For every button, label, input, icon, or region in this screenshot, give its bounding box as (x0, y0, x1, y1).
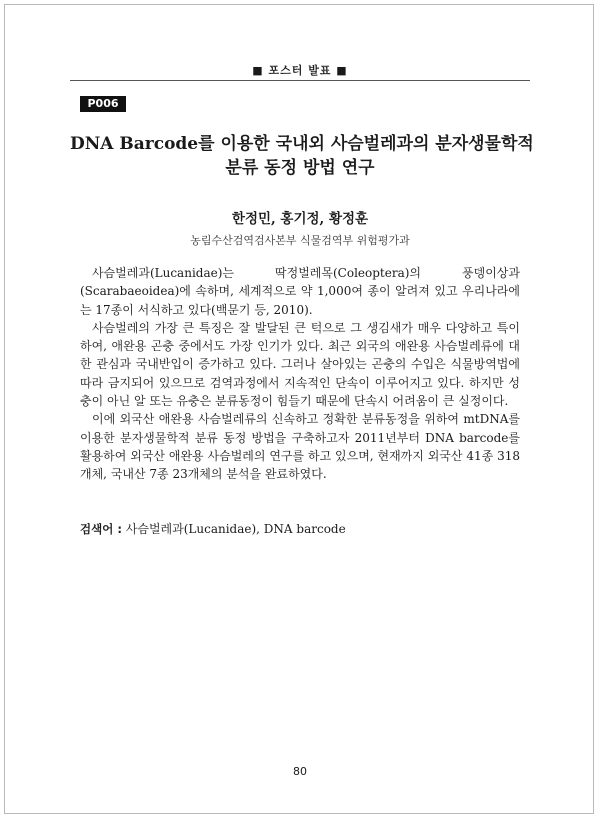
affiliation: 농림수산검역검사본부 식물검역부 위험평가과 (190, 234, 410, 247)
abstract-paragraph-3: 이에 외국산 애완용 사슴벌레류의 신속하고 정확한 분류동정을 위하여 mtDNA를 이용한 분자생물학적 분류 동정 방법을 구축하고자 2011년부터 DNA barcode를 활용하여 외국산 애완용 사슴벌레의 연구를 하고 있으며, 현재까지 외국산 41종 318개체, 국내산 7종 23개체의 분석을 완료하였다. (80, 412, 520, 482)
page-number: 80 (293, 765, 307, 778)
abstract-body (80, 264, 520, 484)
author-list: 한정민, 홍기정, 황정훈 (231, 211, 369, 227)
paper-title (70, 132, 534, 180)
abstract-paragraph-1: 사슴벌레과(Lucanidae)는 딱정벌레목(Coleoptera)의 풍뎅이상과(Scarabaeoidea)에 속하며, 세계적으로 약 1,000여 종이 알려져 있고 우리나라에는 17종이 서식하고 있다(백문기 등, 2010). (80, 266, 520, 317)
title-line-1: DNA Barcode를 이용한 국내외 사슴벌레과의 분자생물학적 (70, 134, 534, 154)
abstract-paragraph-2: 사슴벌레의 가장 큰 특징은 잘 발달된 큰 턱으로 그 생김새가 매우 다양하고 특이하여, 애완용 곤충 중에서도 가장 인기가 있다. 최근 외국의 애완용 사슴벌레류에 대한 관심과 국내반입이 증가하고 있다. 그러나 살아있는 곤충의 수입은 식물방역법에 따라 금지되어 있으므로 검역과정에서 지속적인 단속이 이루어지고 있다. 하지만 성충이 아닌 알 또는 유충은 분류동정이 힘들기 때문에 단속시 어려움이 큰 실정이다. (80, 320, 520, 409)
section-header: ■ 포스터 발표 ■ (252, 64, 348, 77)
keywords-label: 검색어 : (80, 522, 122, 536)
keywords-value: 사슴벌레과(Lucanidae), DNA barcode (125, 522, 346, 536)
header-divider (70, 80, 530, 81)
poster-code-badge: P006 (80, 96, 126, 112)
title-line-2: 분류 동정 방법 연구 (225, 158, 375, 178)
keywords (80, 520, 520, 537)
